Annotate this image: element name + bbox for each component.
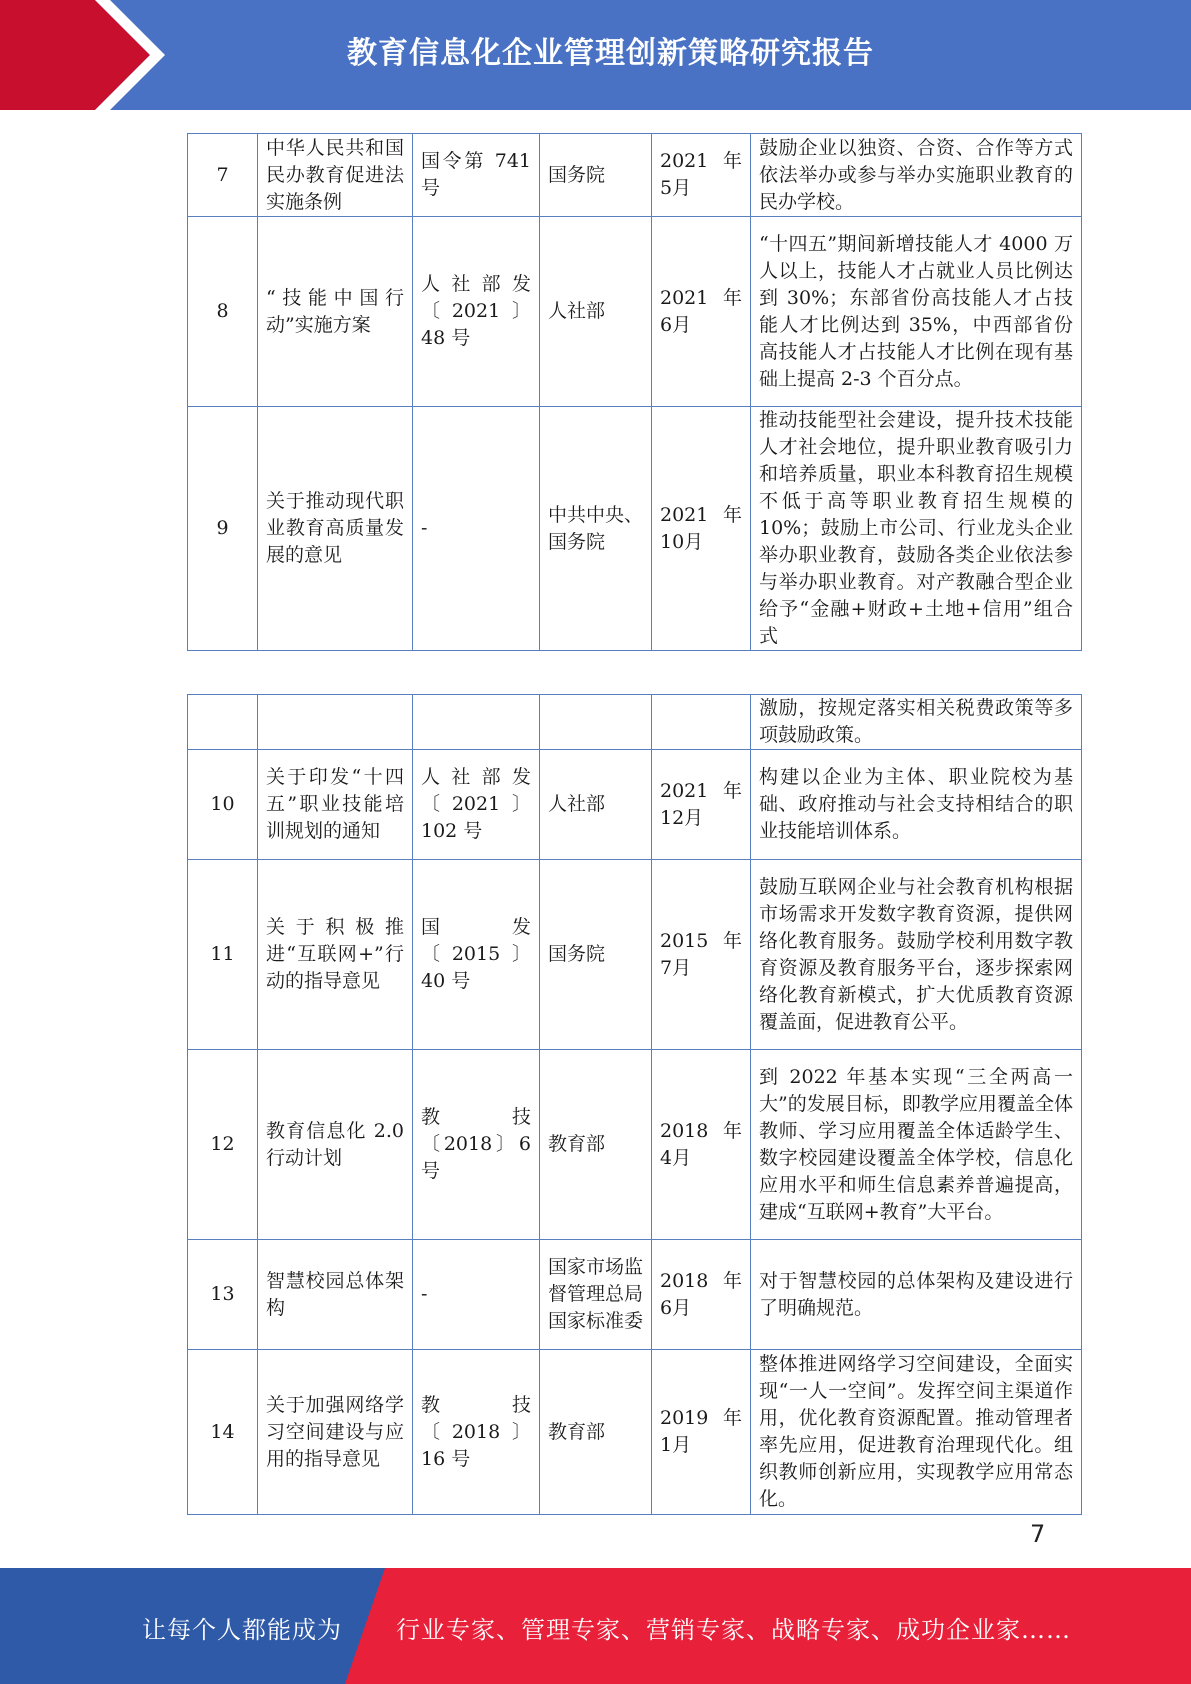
document-number: 教技〔2018〕6 号	[413, 1050, 540, 1240]
policy-name: 关于加强网络学习空间建设与应用的指导意见	[258, 1350, 413, 1515]
page-number: 7	[1030, 1520, 1046, 1548]
issuing-body: 人社部	[540, 750, 652, 860]
row-number: 13	[188, 1240, 258, 1350]
issue-date	[652, 695, 751, 750]
row-number: 12	[188, 1050, 258, 1240]
policy-content: 推动技能型社会建设，提升技术技能人才社会地位，提升职业教育吸引力和培养质量，职业本科教育招生规模不低于高等职业教育招生规模的 10%；鼓励上市公司、行业龙头企业举办职业教育，鼓励各类企业依法参与举办职业教育。对产教融合型企业给予“金融+财政+土地+信用”组合式	[751, 407, 1082, 651]
table-row	[188, 750, 1082, 860]
table-row	[188, 1050, 1082, 1240]
policy-content: 鼓励企业以独资、合资、合作等方式依法举办或参与举办实施职业教育的民办学校。	[751, 134, 1082, 217]
document-number: 国令第 741 号	[413, 134, 540, 217]
policy-name: 智慧校园总体架构	[258, 1240, 413, 1350]
issue-date: 2018 年 4月	[652, 1050, 751, 1240]
issue-date: 2021 年 5月	[652, 134, 751, 217]
row-number: 14	[188, 1350, 258, 1515]
table-row	[188, 695, 1082, 750]
policy-content: 对于智慧校园的总体架构及建设进行了明确规范。	[751, 1240, 1082, 1350]
page-header	[0, 0, 1191, 110]
issuing-body: 国务院	[540, 860, 652, 1050]
issue-date: 2015 年 7月	[652, 860, 751, 1050]
table-row	[188, 1240, 1082, 1350]
document-number: 人社部发〔2021〕48 号	[413, 217, 540, 407]
document-number: 国发〔2015〕40 号	[413, 860, 540, 1050]
policy-name	[258, 695, 413, 750]
policy-name: 关于印发“十四五”职业技能培训规划的通知	[258, 750, 413, 860]
row-number: 8	[188, 217, 258, 407]
policy-name: 关于推动现代职业教育高质量发展的意见	[258, 407, 413, 651]
document-number: 教技〔2018〕16 号	[413, 1350, 540, 1515]
document-number	[413, 695, 540, 750]
row-number: 11	[188, 860, 258, 1050]
report-title: 教育信息化企业管理创新策略研究报告	[347, 36, 874, 71]
issuing-body: 人社部	[540, 217, 652, 407]
row-number	[188, 695, 258, 750]
issue-date: 2018 年 6月	[652, 1240, 751, 1350]
policy-table-top	[187, 133, 1082, 651]
issuing-body: 教育部	[540, 1050, 652, 1240]
footer-slogan-left: 让每个人都能成为	[142, 1616, 342, 1644]
issuing-body: 国务院	[540, 134, 652, 217]
document-number: 人社部发〔2021〕102 号	[413, 750, 540, 860]
row-number: 7	[188, 134, 258, 217]
table-row	[188, 134, 1082, 217]
document-number: -	[413, 407, 540, 651]
policy-content: 到 2022 年基本实现“三全两高一大”的发展目标，即教学应用覆盖全体教师、学习应用覆盖全体适龄学生、数字校园建设覆盖全体学校，信息化应用水平和师生信息素养普遍提高，建成“互联网+教育”大平台。	[751, 1050, 1082, 1240]
issuing-body: 中共中央、国务院	[540, 407, 652, 651]
policy-content: 鼓励互联网企业与社会教育机构根据市场需求开发数字教育资源，提供网络化教育服务。鼓励学校利用数字教育资源及教育服务平台，逐步探索网络化教育新模式，扩大优质教育资源覆盖面，促进教育公平。	[751, 860, 1082, 1050]
policy-name: 中华人民共和国民办教育促进法实施条例	[258, 134, 413, 217]
issue-date: 2021 年 10月	[652, 407, 751, 651]
table-row	[188, 860, 1082, 1050]
page-footer	[0, 1568, 1191, 1684]
policy-content: 激励，按规定落实相关税费政策等多项鼓励政策。	[751, 695, 1082, 750]
policy-name: “技能中国行动”实施方案	[258, 217, 413, 407]
policy-name: 关于积极推进“互联网+”行动的指导意见	[258, 860, 413, 1050]
policy-table-bottom	[187, 694, 1082, 1515]
policy-content: “十四五”期间新增技能人才 4000 万人以上，技能人才占就业人员比例达到 30%；东部省份高技能人才占技能人才比例达到 35%，中西部省份高技能人才占技能人才比例在现有基础上提高 2-3 个百分点。	[751, 217, 1082, 407]
policy-content: 整体推进网络学习空间建设，全面实现“一人一空间”。发挥空间主渠道作用，优化教育资源配置。推动管理者率先应用，促进教育治理现代化。组织教师创新应用，实现教学应用常态化。	[751, 1350, 1082, 1515]
policy-name: 教育信息化 2.0 行动计划	[258, 1050, 413, 1240]
issue-date: 2021 年 6月	[652, 217, 751, 407]
issuing-body	[540, 695, 652, 750]
policy-content: 构建以企业为主体、职业院校为基础、政府推动与社会支持相结合的职业技能培训体系。	[751, 750, 1082, 860]
issuing-body: 国家市场监督管理总局国家标准委	[540, 1240, 652, 1350]
table-row	[188, 1350, 1082, 1515]
table-row	[188, 217, 1082, 407]
issue-date: 2019 年 1月	[652, 1350, 751, 1515]
row-number: 10	[188, 750, 258, 860]
row-number: 9	[188, 407, 258, 651]
issuing-body: 教育部	[540, 1350, 652, 1515]
table-row	[188, 407, 1082, 651]
footer-slogan-right: 行业专家、管理专家、营销专家、战略专家、成功企业家……	[396, 1616, 1071, 1644]
document-number: -	[413, 1240, 540, 1350]
issue-date: 2021 年 12月	[652, 750, 751, 860]
